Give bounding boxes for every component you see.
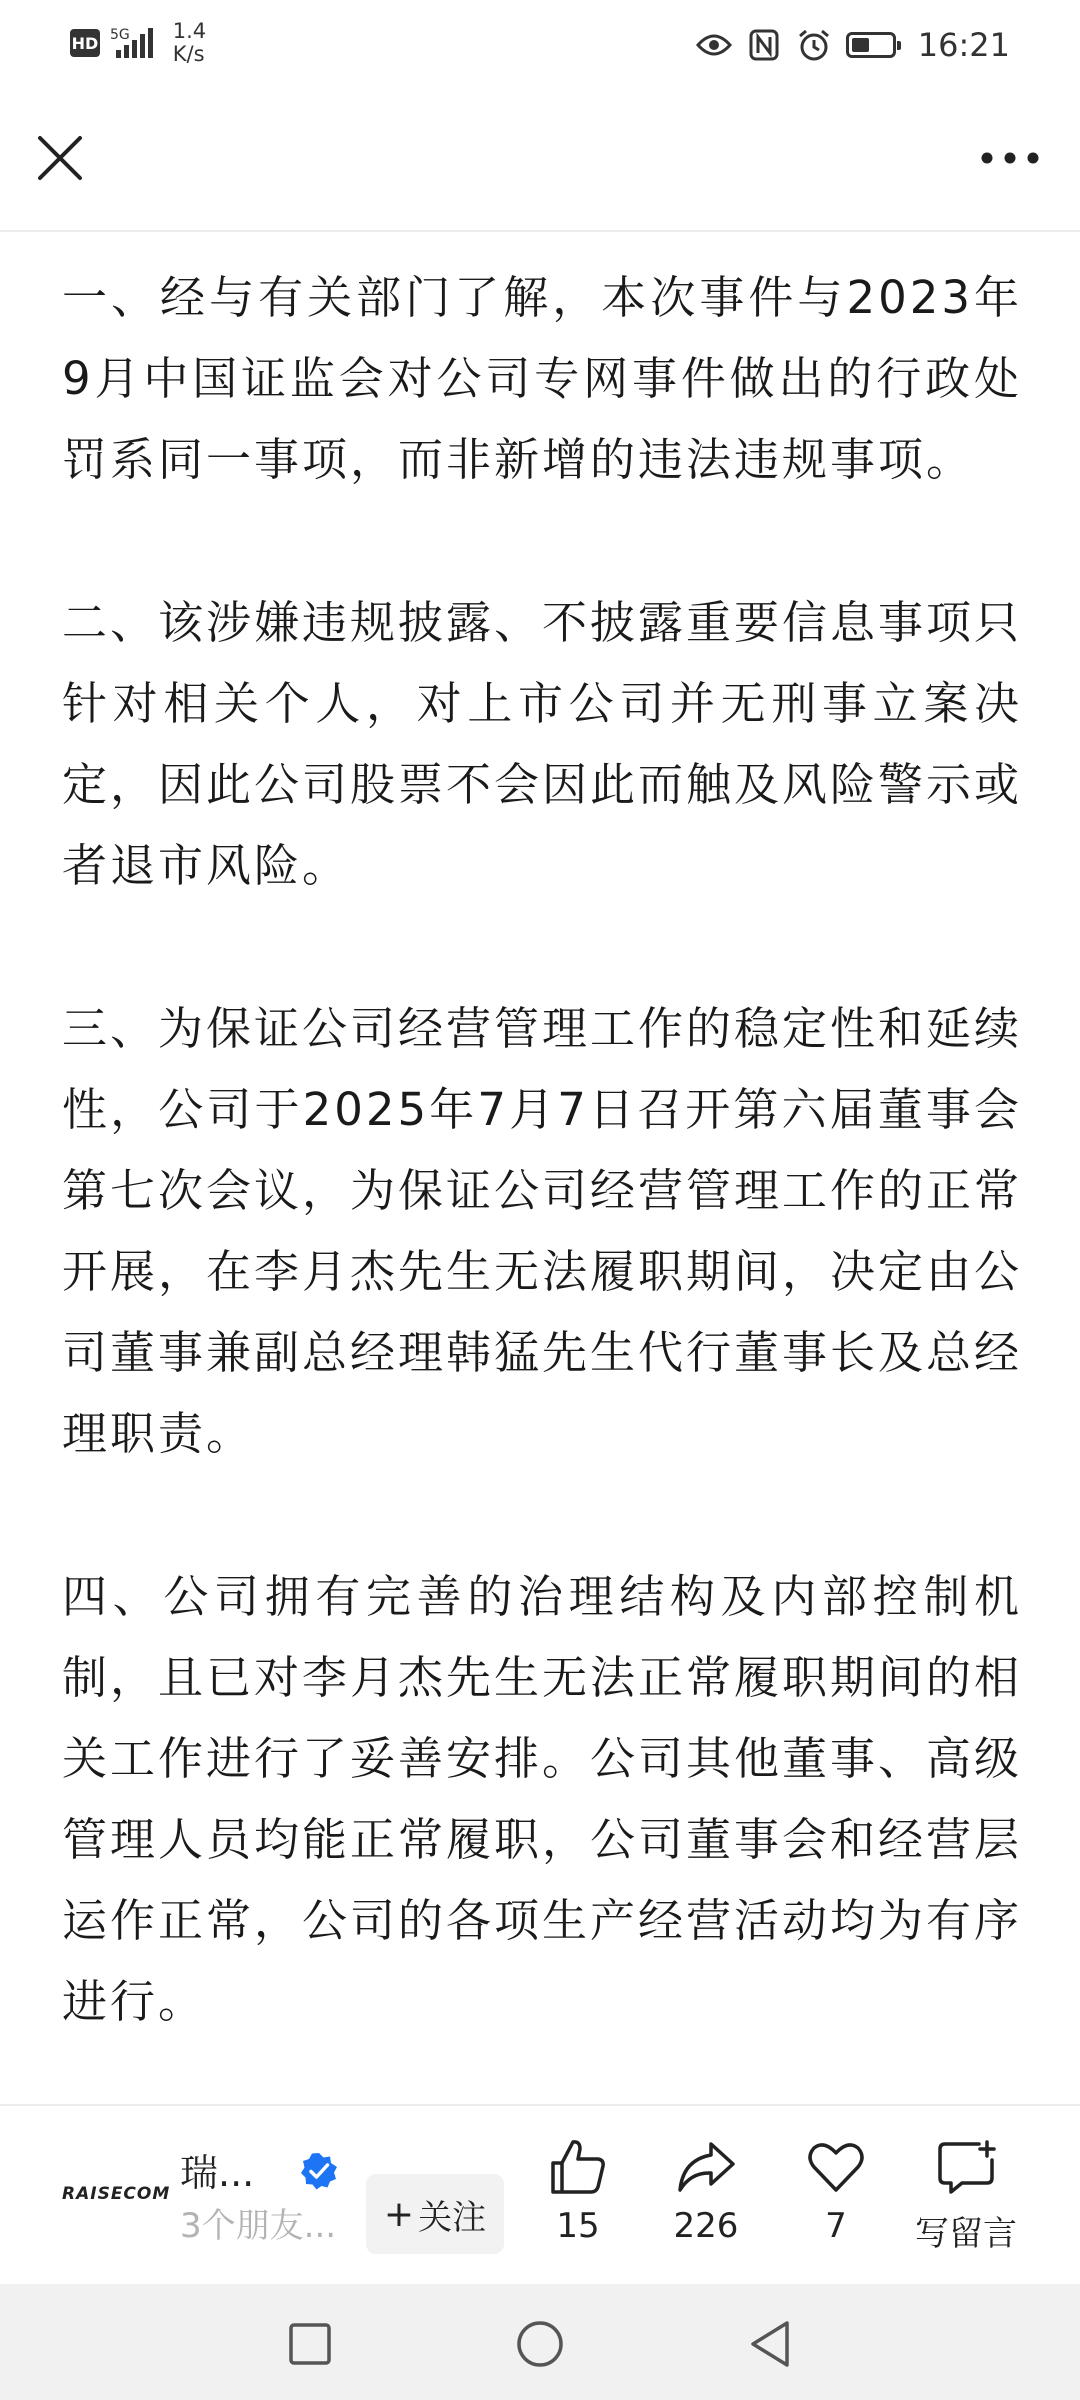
comment-icon [935,2136,997,2198]
account-logo[interactable]: RAISECOM [62,2184,171,2204]
article-paragraph-3: 三、为保证公司经营管理工作的稳定性和延续性，公司于2025年7月7日召开第六届董事会第七次会议，为保证公司经营管理工作的正常开展，在李月杰先生无法履职期间，决定由公司董事兼副总经理韩猛先生代行董事长及总经理职责。 [62,1002,1022,1460]
account-subtitle: 3个朋友... [180,2206,337,2246]
like-count: 15 [556,2206,600,2246]
close-button[interactable] [30,128,90,188]
thumbs-up-icon [547,2136,609,2198]
network-speed [173,20,206,66]
article-paragraph-4: 四、公司拥有完善的治理结构及内部控制机制，且已对李月杰先生无法正常履职期间的相关工作进行了妥善安排。公司其他董事、高级管理人员均能正常履职，公司董事会和经营层运作正常，公司的各项生产经营活动均为有序进行。 [62,1570,1022,2028]
comment-button[interactable] [906,2136,1026,2255]
status-right [696,26,1010,64]
more-icon [981,152,1039,164]
share-button[interactable] [646,2136,766,2246]
speed-value: 1.4 [172,19,207,43]
nfc-icon [746,27,782,63]
more-button[interactable] [970,128,1050,188]
battery-icon [846,32,896,58]
top-nav [0,96,1080,232]
comment-label: 写留言 [915,2214,1017,2254]
follow-label: 关注 [418,2197,487,2238]
share-count: 226 [673,2206,739,2246]
home-button[interactable] [510,2314,570,2374]
favorite-button[interactable] [776,2136,896,2246]
recent-apps-button[interactable] [280,2314,340,2374]
eye-icon [696,27,732,63]
close-icon [37,135,83,181]
follow-button[interactable] [366,2174,504,2254]
status-bar [0,0,1080,96]
favorite-count: 7 [825,2206,847,2246]
clock: 16:21 [917,26,1010,64]
signal-indicator [110,28,153,58]
share-icon [675,2136,737,2198]
speed-unit: K/s [172,42,205,66]
article-body [62,232,1022,2102]
home-icon [515,2319,565,2369]
back-icon [747,2319,793,2369]
article-paragraph-1: 一、经与有关部门了解，本次事件与2023年9月中国证监会对公司专网事件做出的行政处罚系同一事项，而非新增的违法违规事项。 [62,271,1022,486]
status-left [70,20,206,66]
heart-icon [805,2136,867,2198]
account-name[interactable]: 瑞... [180,2151,255,2195]
article-action-bar [0,2104,1080,2284]
plus-icon: + [383,2193,415,2235]
verified-icon [300,2152,338,2190]
battery-fill [852,38,869,52]
back-button[interactable] [740,2314,800,2374]
recent-apps-icon [288,2322,332,2366]
alarm-icon [796,27,832,63]
system-nav-bar [0,2284,1080,2400]
network-label: 5G [110,27,130,43]
like-button[interactable] [518,2136,638,2246]
hd-badge: HD [70,29,100,57]
article-paragraph-2: 二、该涉嫌违规披露、不披露重要信息事项只针对相关个人，对上市公司并无刑事立案决定，因此公司股票不会因此而触及风险警示或者退市风险。 [62,596,1022,892]
